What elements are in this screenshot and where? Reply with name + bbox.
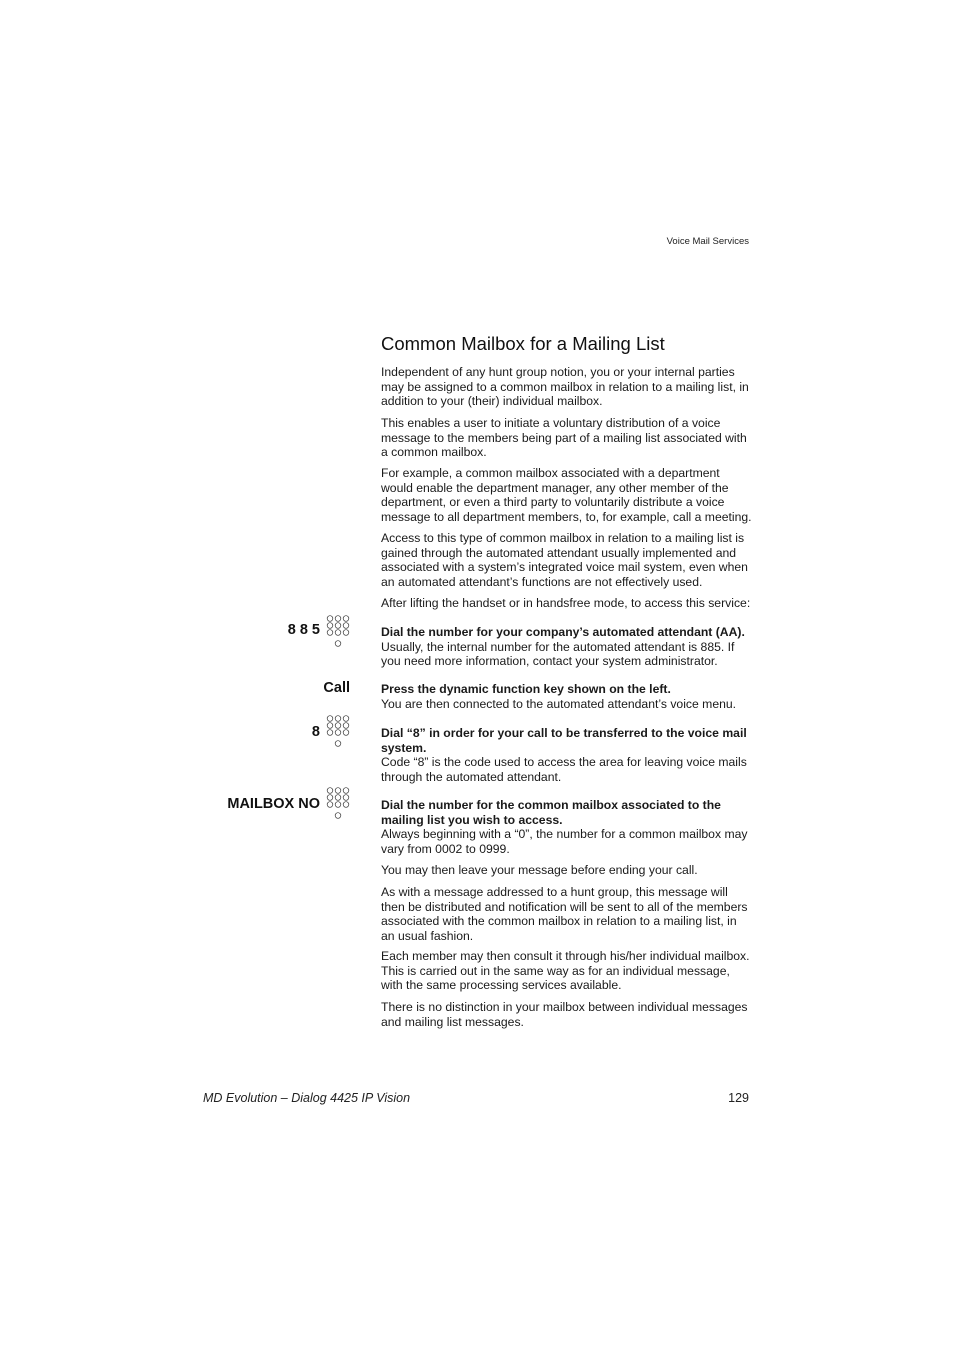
- intro-paragraph-3: For example, a common mailbox associated with a department would enable the department manager, any other member of the department, or even a third party to voluntarily distribute a voice message to all department members, to, for example, call a meeting.: [381, 466, 752, 524]
- outro-paragraph-1: You may then leave your message before ending your call.: [381, 863, 698, 877]
- step-instruction-3-text: Code “8” is the code used to access the area for leaving voice mails through the automated attendant.: [381, 755, 747, 784]
- intro-paragraph-1: Independent of any hunt group notion, you or your internal parties may be assigned to a common mailbox in relation to a mailing list, in addition to your (their) individual mailbox.: [381, 365, 749, 409]
- running-head: Voice Mail Services: [666, 236, 749, 247]
- page-title: Common Mailbox for a Mailing List: [381, 333, 665, 354]
- keypad-icon: [326, 615, 350, 647]
- keypad-icon: [326, 715, 350, 747]
- outro-paragraph-3: Each member may then consult it through his/her individual mailbox. This is carried out in the same way as for an individual message, with the same processing services available.: [381, 949, 750, 993]
- step-instruction-4-text: Always beginning with a “0”, the number for a common mailbox may vary from 0002 to 0999.: [381, 827, 748, 856]
- step-instruction-2-bold: Press the dynamic function key shown on the left.: [381, 682, 671, 696]
- step-instruction-4: [381, 798, 753, 856]
- step-instruction-2-text: You are then connected to the automated attendant’s voice menu.: [381, 696, 737, 711]
- step-instruction-4-bold: Dial the number for the common mailbox associated to the mailing list you wish to access.: [381, 798, 721, 827]
- step-instruction-1-bold: Dial the number for your company’s automated attendant (AA).: [381, 625, 745, 639]
- footer-product: MD Evolution – Dialog 4425 IP Vision: [203, 1091, 411, 1105]
- footer-page-number: 129: [728, 1091, 749, 1105]
- step-instruction-1-text: Usually, the internal number for the automated attendant is 885. If you need more information, contact your system administrator.: [381, 639, 735, 669]
- step-key-label-885: 8 8 5: [287, 622, 320, 638]
- intro-paragraph-2: This enables a user to initiate a voluntary distribution of a voice message to the members being part of a mailing list associated with a common mailbox.: [381, 416, 747, 460]
- outro-paragraph-4: There is no distinction in your mailbox between individual messages and mailing list messages.: [381, 1000, 748, 1029]
- step-key-label-mailbox-no: MAILBOX NO: [227, 796, 320, 812]
- intro-paragraph-4: Access to this type of common mailbox in relation to a mailing list is gained through the automated attendant usually implemented and associated with a system’s integrated voice mail system, even when an automated attendant’s functions are not effectively used.: [381, 531, 748, 589]
- step-instruction-3-bold: Dial “8” in order for your call to be transferred to the voice mail system.: [381, 726, 747, 755]
- keypad-icon: [326, 787, 350, 819]
- step-instruction-1: [381, 625, 753, 669]
- step-instruction-3: [381, 726, 753, 784]
- step-instruction-2: [381, 682, 753, 711]
- outro-paragraph-2: As with a message addressed to a hunt group, this message will then be distributed and notification will be sent to all of the members associated with the common mailbox in relation to a mailing list, in an usual fashion.: [381, 885, 748, 943]
- step-key-label-8: 8: [311, 724, 320, 740]
- intro-paragraph-5: After lifting the handset or in handsfree mode, to access this service:: [381, 596, 751, 610]
- step-key-label-call: Call: [323, 680, 350, 696]
